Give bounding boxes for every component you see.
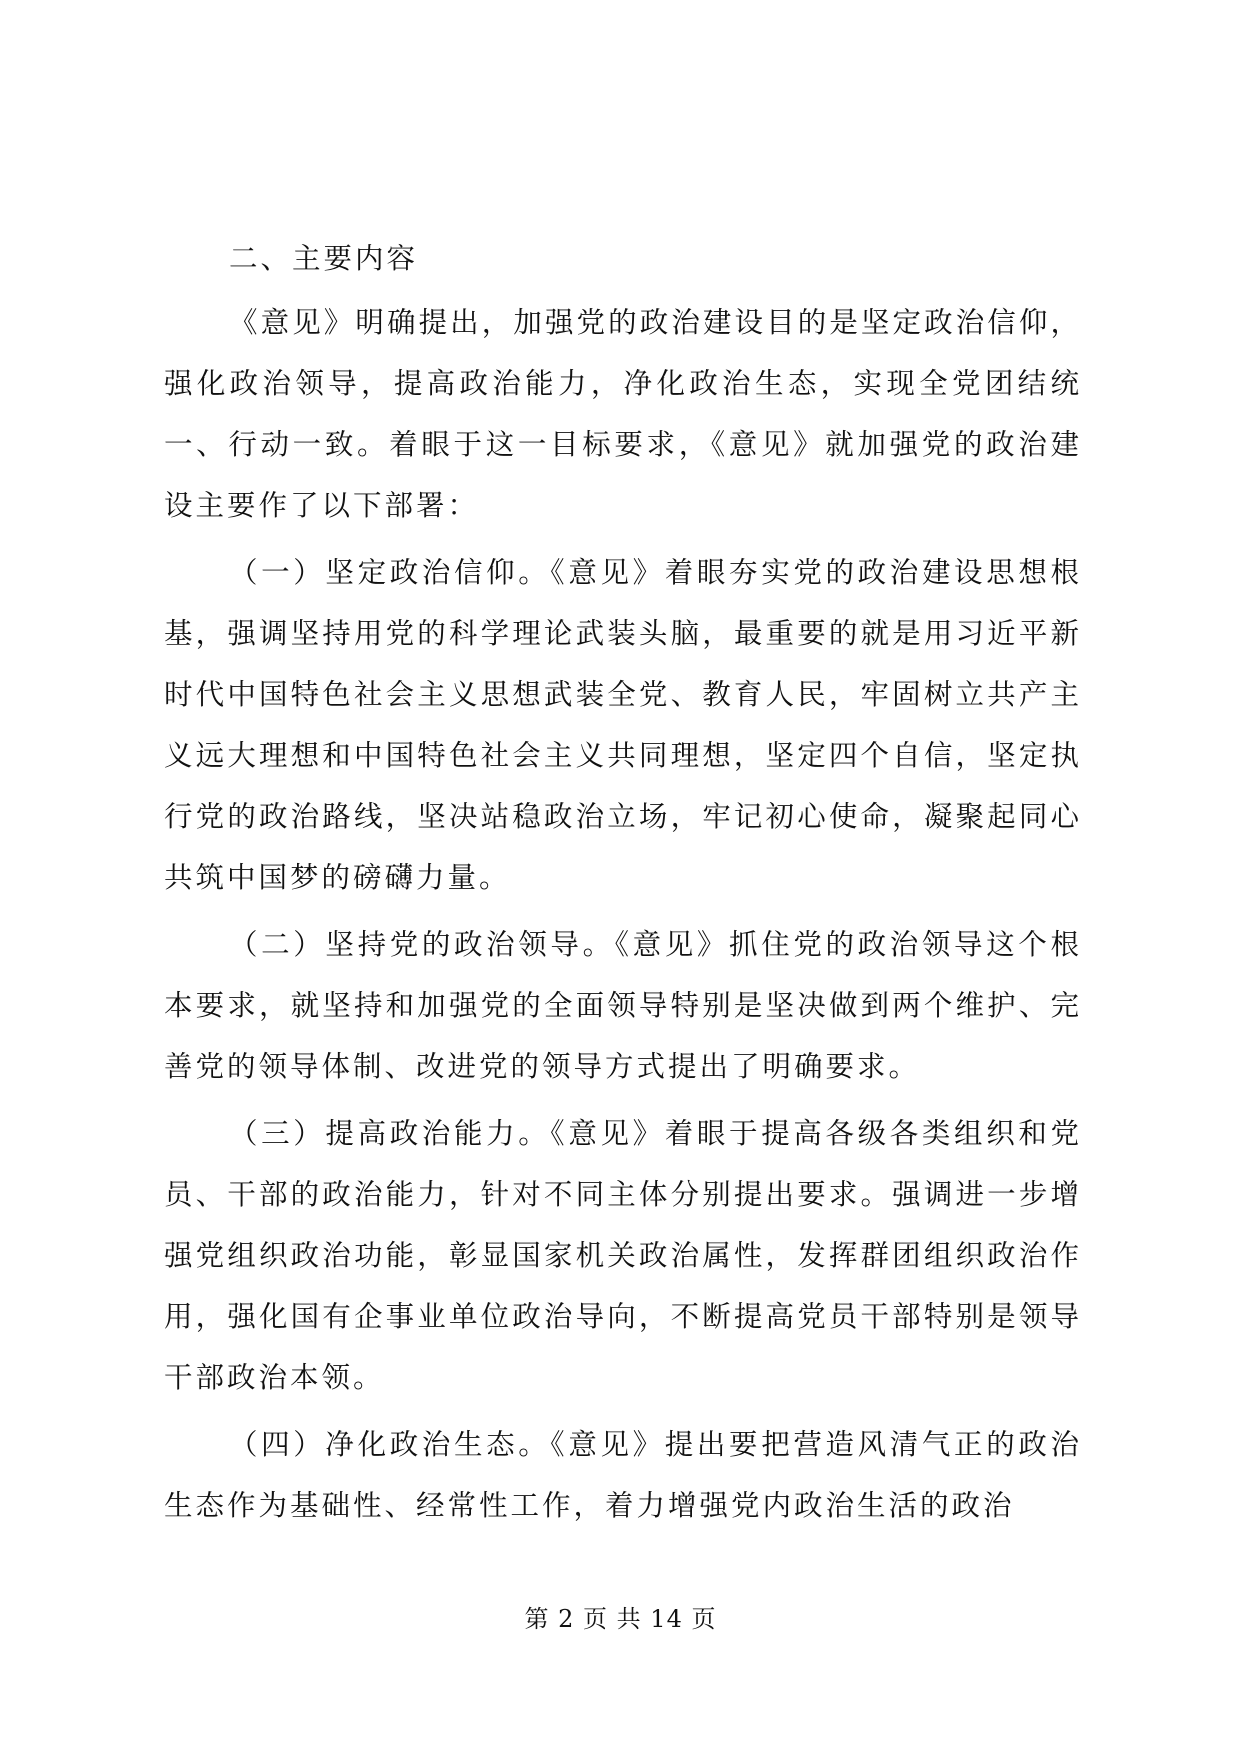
paragraph-item-3: （三）提高政治能力。《意见》着眼于提高各级各类组织和党员、干部的政治能力，针对不同主体分别提出要求。强调进一步增强党组织政治功能，彰显国家机关政治属性，发挥群团组织政治作用，强化国有企事业单位政治导向，不断提高党员干部特别是领导干部政治本领。 [164, 1117, 1082, 1394]
paragraph-item-2: （二）坚持党的政治领导。《意见》抓住党的政治领导这个根本要求，就坚持和加强党的全面领导特别是坚决做到两个维护、完善党的领导体制、改进党的领导方式提出了明确要求。 [164, 928, 1082, 1083]
paragraph-intro: 《意见》明确提出，加强党的政治建设目的是坚定政治信仰，强化政治领导，提高政治能力，净化政治生态，实现全党团结统一、行动一致。着眼于这一目标要求，《意见》就加强党的政治建设主要作了以下部署： [164, 306, 1082, 522]
section-heading: 二、主要内容 [229, 242, 419, 275]
page-number-footer: 第 2 页 共 14 页 [524, 1605, 717, 1633]
paragraph-item-1: （一）坚定政治信仰。《意见》着眼夯实党的政治建设思想根基，强调坚持用党的科学理论武装头脑，最重要的就是用习近平新时代中国特色社会主义思想武装全党、教育人民，牢固树立共产主义远大理想和中国特色社会主义共同理想，坚定四个自信，坚定执行党的政治路线，坚决站稳政治立场，牢记初心使命，凝聚起同心共筑中国梦的磅礴力量。 [164, 556, 1082, 894]
page-body [164, 228, 1082, 1536]
paragraph-item-4: （四）净化政治生态。《意见》提出要把营造风清气正的政治生态作为基础性、经常性工作，着力增强党内政治生活的政治 [164, 1428, 1082, 1522]
